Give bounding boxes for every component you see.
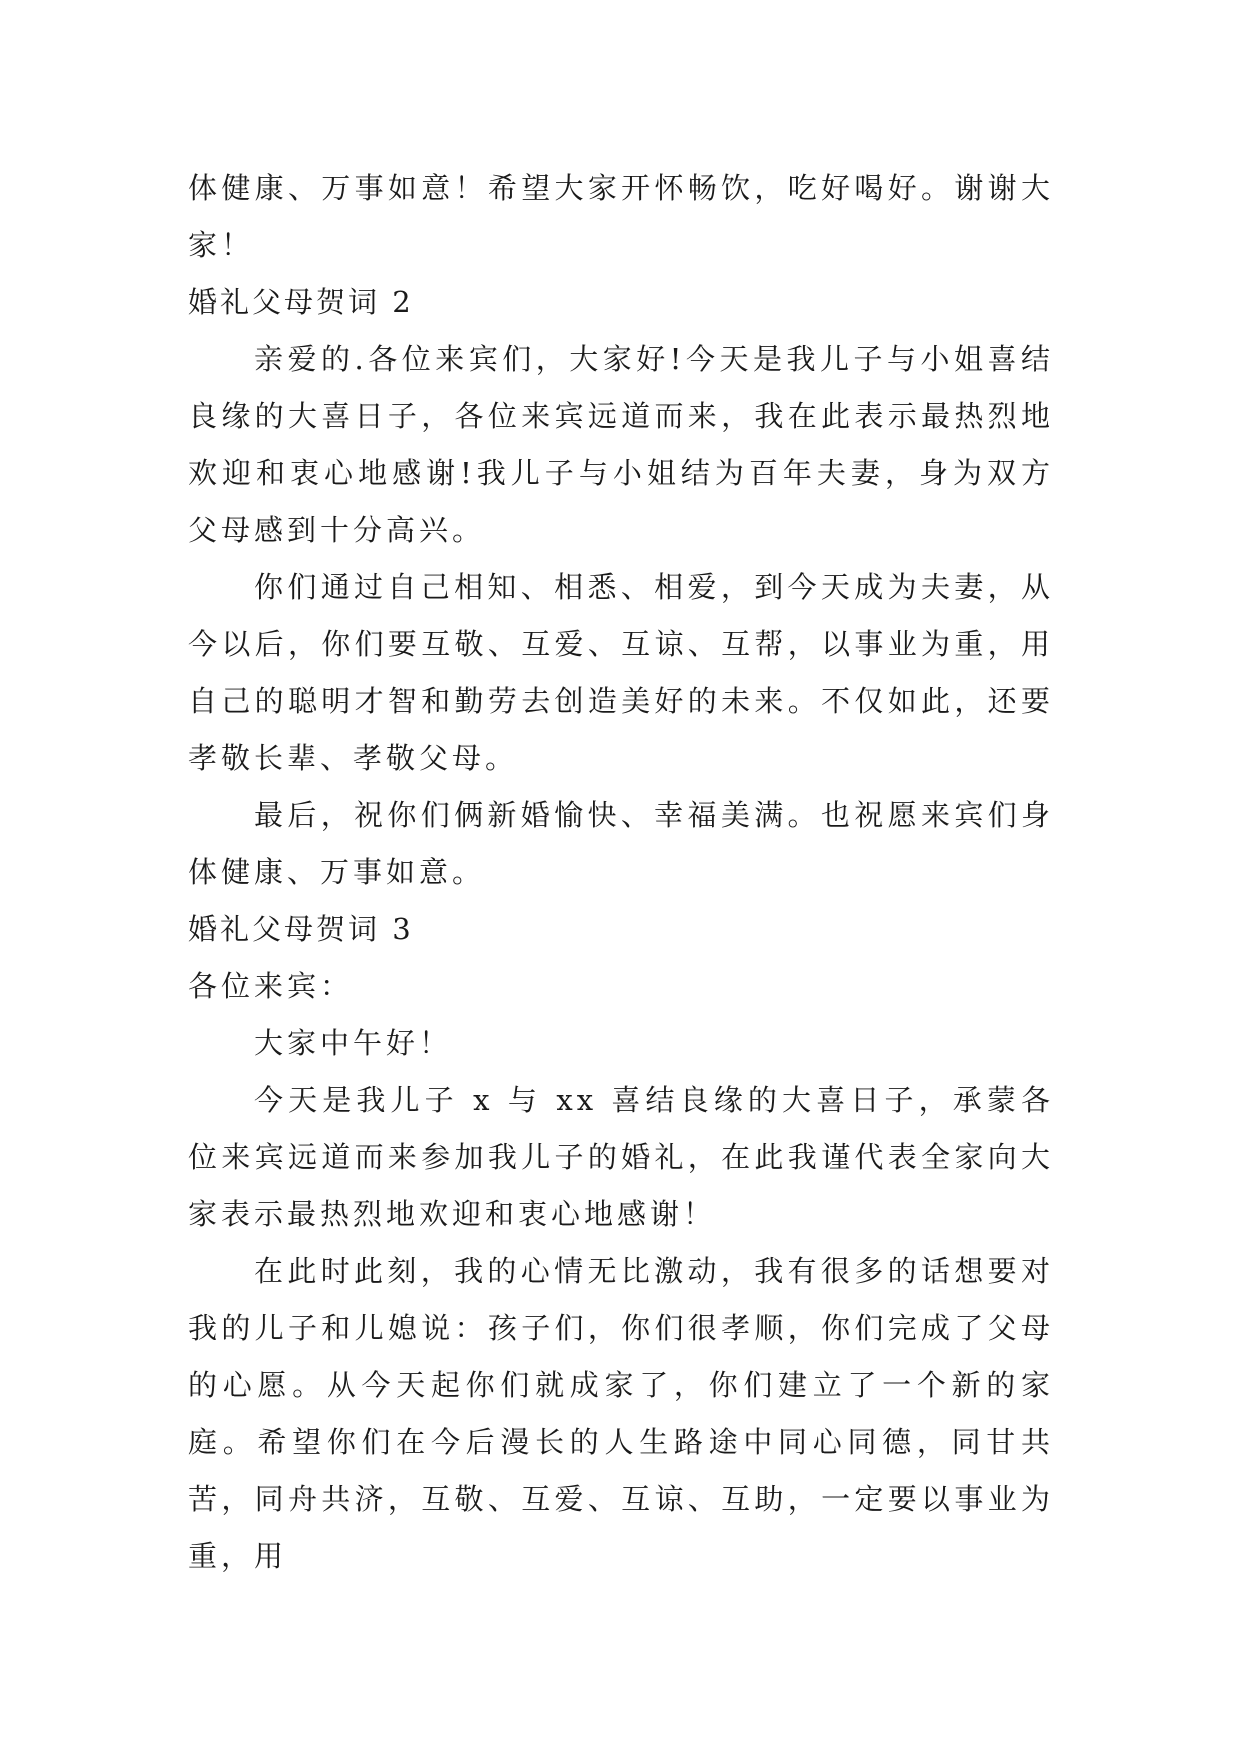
paragraph-welcome: 亲爱的.各位来宾们，大家好!今天是我儿子与小姐喜结良缘的大喜日子，各位来宾远道而来，我在此表示最热烈地欢迎和衷心地感谢!我儿子与小姐结为百年夫妻，身为双方父母感到十分高兴。	[188, 342, 1054, 547]
salutation: 各位来宾：	[188, 969, 354, 1003]
paragraph-blessing: 最后，祝你们俩新婚愉快、幸福美满。也祝愿来宾们身体健康、万事如意。	[188, 798, 1054, 889]
paragraph-thanks: 今天是我儿子 x 与 xx 喜结良缘的大喜日子，承蒙各位来宾远道而来参加我儿子的婚礼，在此我谨代表全家向大家表示最热烈地欢迎和衷心地感谢！	[188, 1083, 1054, 1231]
paragraph-closing-wishes: 体健康、万事如意！希望大家开怀畅饮，吃好喝好。谢谢大家！	[188, 171, 1054, 262]
paragraph-message-to-children: 在此时此刻，我的心情无比激动，我有很多的话想要对我的儿子和儿媳说：孩子们，你们很孝顺，你们完成了父母的心愿。从今天起你们就成家了，你们建立了一个新的家庭。希望你们在今后漫长的人生路途中同心同德，同甘共苦，同舟共济，互敬、互爱、互谅、互助，一定要以事业为重，用	[188, 1254, 1054, 1573]
heading-wedding-speech-2: 婚礼父母贺词 2	[188, 285, 414, 319]
paragraph-advice: 你们通过自己相知、相悉、相爱，到今天成为夫妻，从今以后，你们要互敬、互爱、互谅、互帮，以事业为重，用自己的聪明才智和勤劳去创造美好的未来。不仅如此，还要孝敬长辈、孝敬父母。	[188, 570, 1054, 775]
document-page	[188, 160, 1054, 1585]
greeting: 大家中午好！	[254, 1026, 453, 1060]
heading-wedding-speech-3: 婚礼父母贺词 3	[188, 912, 414, 946]
